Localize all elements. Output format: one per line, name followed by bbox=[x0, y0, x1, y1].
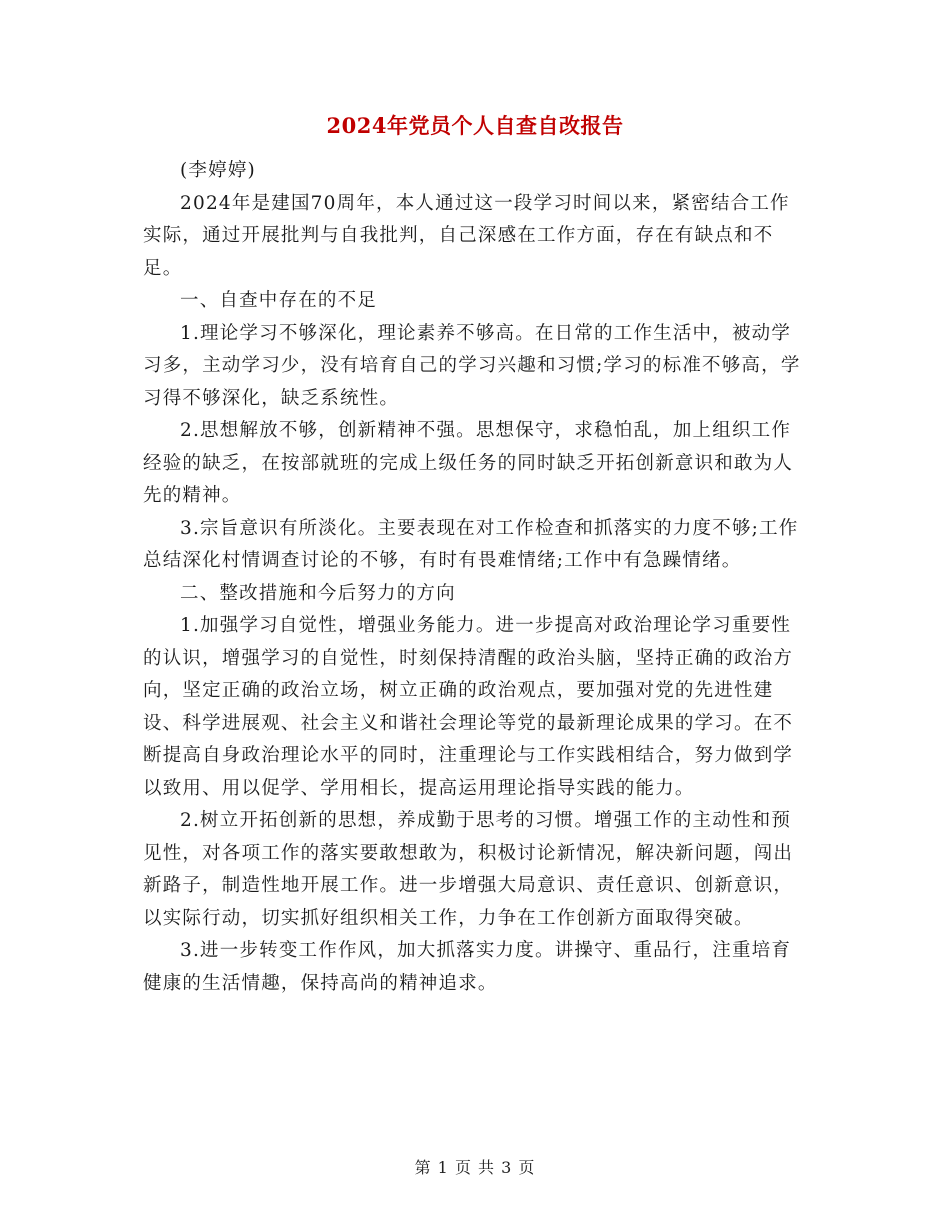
paragraph-shortcoming-1: 1.理论学习不够深化，理论素养不够高。在日常的工作生活中，被动学习多，主动学习少，没有培育自己的学习兴趣和习惯;学习的标准不够高，学习得不够深化，缺乏系统性。 bbox=[143, 322, 801, 409]
document-title: 2024年党员个人自查自改报告 bbox=[326, 113, 624, 138]
section-heading-1: 一、自查中存在的不足 bbox=[180, 290, 378, 311]
paragraph-measure-1: 1.加强学习自觉性，增强业务能力。进一步提高对政治理论学习重要性的认识，增强学习的自觉性，时刻保持清醒的政治头脑，坚持正确的政治方向，坚定正确的政治立场，树立正确的政治观点，要加强对党的先进性建设、科学进展观、社会主义和谐社会理论等党的最新理论成果的学习。在不断提高自身政治理论水平的同时，注重理论与工作实践相结合，努力做到学以致用、用以促学、学用相长，提高运用理论指导实践的能力。 bbox=[143, 615, 794, 799]
paragraph-measure-2: 2.树立开拓创新的思想，养成勤于思考的习惯。增强工作的主动性和预见性，对各项工作的落实要敢想敢为，积极讨论新情况，解决新问题，闯出新路子，制造性地开展工作。进一步增强大局意识、责任意识、创新意识，以实际行动，切实抓好组织相关工作，力争在工作创新方面取得突破。 bbox=[143, 810, 794, 929]
section-heading-2: 二、整改措施和今后努力的方向 bbox=[180, 582, 456, 604]
paragraph-shortcoming-2: 2.思想解放不够，创新精神不强。思想保守，求稳怕乱，加上组织工作经验的缺乏，在按部就班的完成上级任务的同时缺乏开拓创新意识和敢为人先的精神。 bbox=[143, 420, 794, 506]
author-line: (李婷婷) bbox=[180, 160, 256, 181]
document-body bbox=[143, 155, 809, 1000]
intro-paragraph: 2024年是建国70周年，本人通过这一段学习时间以来，紧密结合工作实际，通过开展批判与自我批判，自己深感在工作方面，存在有缺点和不足。 bbox=[143, 192, 790, 279]
paragraph-shortcoming-3: 3.宗旨意识有所淡化。主要表现在对工作检查和抓落实的力度不够;工作总结深化村情调查讨论的不够，有时有畏难情绪;工作中有急躁情绪。 bbox=[143, 517, 799, 571]
page-footer: 第 1 页 共 3 页 bbox=[414, 1158, 536, 1177]
paragraph-measure-3: 3.进一步转变工作作风，加大抓落实力度。讲操守、重品行，注重培育健康的生活情趣，保持高尚的精神追求。 bbox=[143, 940, 792, 994]
